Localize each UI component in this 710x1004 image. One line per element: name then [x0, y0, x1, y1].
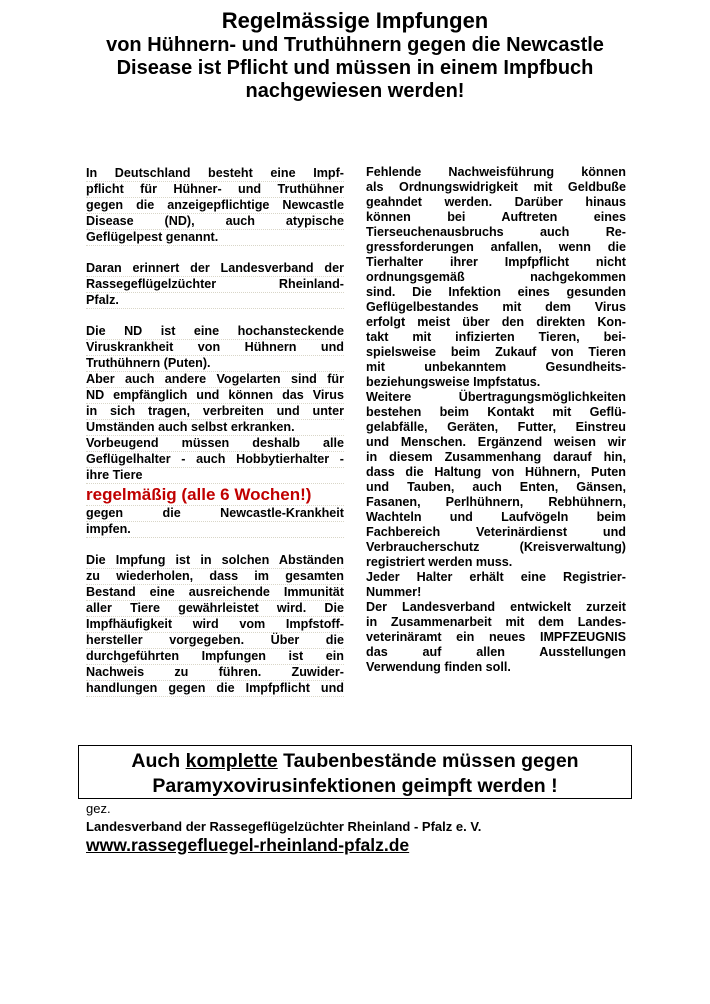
title-line-2: von Hühnern- und Truthühnern gegen die Newcastle: [106, 34, 604, 56]
text-line: zu wiederholen, dass im gesamten: [86, 569, 344, 583]
text-line: Verwendung finden soll.: [366, 660, 511, 674]
text-line: Tierhalter ihrer Impfpflicht nicht: [366, 255, 626, 269]
left-text-column: [86, 166, 344, 697]
website-link[interactable]: www.rassegefluegel-rheinland-pfalz.de: [86, 835, 410, 855]
text-line: Disease (ND), auch atypische: [86, 214, 344, 228]
text-line: Tierseuchenausbruchs auch Re-: [366, 225, 626, 239]
text-line: bestehen beim Kontakt mit Geflü-: [366, 405, 626, 419]
title-line-1: Regelmässige Impfungen: [221, 8, 489, 33]
organization-name: Landesverband der Rassegeflügelzüchter Rheinland - Pfalz e. V.: [86, 819, 482, 834]
text-line: Umständen auch selbst erkranken.: [86, 420, 344, 436]
text-line: als Ordnungswidrigkeit mit Geldbuße: [366, 180, 626, 194]
text-line: beziehungsweise Impfstatus.: [366, 375, 541, 389]
text-line: Fachbereich Veterinärdienst und: [366, 525, 626, 539]
text-line: Wachteln und Laufvögeln beim: [366, 510, 626, 524]
text-line: pflicht für Hühner- und Truthühner: [86, 182, 344, 196]
text-line: dass die Haltung von Hühnern, Puten: [366, 465, 626, 479]
text-line: In Deutschland besteht eine Impf-: [86, 166, 344, 180]
text-line: und Menschen. Ergänzend weisen wir: [366, 435, 626, 449]
text-line: gressforderungen anfallen, wenn die: [366, 240, 626, 254]
title-line-3: Disease ist Pflicht und müssen in einem Impfbuch: [116, 57, 594, 79]
text-line: Truthühnern (Puten).: [86, 356, 344, 372]
text-line: registriert werden muss.: [366, 555, 513, 569]
text-line: in diesem Zusammenhang darauf hin,: [366, 450, 626, 464]
text-line: gelabfälle, Geräten, Futter, Einstreu: [366, 420, 626, 434]
text-line: hersteller vorgegeben. Über die: [86, 633, 344, 647]
text-line: veterinäramt ein neues IMPFZEUGNIS: [366, 630, 626, 644]
notice-line-2: Paramyxovirusinfektionen geimpft werden !: [152, 775, 558, 797]
text-line: erfolgt meist über den direkten Kon-: [366, 315, 626, 329]
text-line: spielsweise beim Zukauf von Tieren: [366, 345, 626, 359]
notice-pre: Auch: [131, 750, 186, 772]
paragraph-gap: [86, 538, 344, 553]
text-line: Weitere Übertragungsmöglichkeiten: [366, 390, 626, 404]
text-line: Geflügelhalter - auch Hobbytierhalter -: [86, 452, 344, 466]
text-line: Die ND ist eine hochansteckende: [86, 324, 344, 338]
text-line: Bestand eine ausreichende Immunität: [86, 585, 344, 599]
text-line: ihre Tiere: [86, 468, 344, 484]
text-line: Daran erinnert der Landesverband der: [86, 261, 344, 275]
text-line: das auf allen Ausstellungen: [366, 645, 626, 659]
text-line: gegen die Newcastle-Krankheit: [86, 506, 344, 520]
text-line: mit unbekanntem Gesundheits-: [366, 360, 626, 374]
notice-line-1: [79, 749, 631, 774]
text-line: und Tauben, auch Enten, Gänsen,: [366, 480, 626, 494]
text-line: impfen.: [86, 522, 344, 538]
text-line: ordnungsgemäß nachgekommen: [366, 270, 626, 284]
text-line: Impfhäufigkeit wird vom Impfstoff-: [86, 617, 344, 631]
text-line: sind. Die Infektion eines gesunden: [366, 285, 626, 299]
text-line: können bei Auftreten eines: [366, 210, 626, 224]
signature-gez: gez.: [86, 801, 111, 816]
text-line: Vorbeugend müssen deshalb alle: [86, 436, 344, 450]
paragraph-gap: [86, 309, 344, 324]
text-line: aller Tiere gewährleistet wird. Die: [86, 601, 344, 615]
text-line: Viruskrankheit von Hühnern und: [86, 340, 344, 354]
text-line: Nummer!: [366, 585, 422, 599]
notice-post: Taubenbestände müssen gegen: [277, 750, 579, 772]
text-line: handlungen gegen die Impfpflicht und: [86, 681, 344, 695]
text-line: takt mit infizierten Tieren, bei-: [366, 330, 626, 344]
right-text-column: [366, 165, 626, 675]
text-line: ND empfänglich und können das Virus: [86, 388, 344, 402]
text-line: Geflügelpest genannt.: [86, 230, 344, 246]
text-line: gegen die anzeigepflichtige Newcastle: [86, 198, 344, 212]
text-line: Rassegeflügelzüchter Rheinland-: [86, 277, 344, 291]
text-line: Nachweis zu führen. Zuwider-: [86, 665, 344, 679]
highlight-vaccination-interval: regelmäßig (alle 6 Wochen!): [86, 484, 344, 506]
text-line: Jeder Halter erhält eine Registrier-: [366, 570, 626, 584]
notice-emphasis: komplette: [185, 750, 278, 772]
text-line: in Zusammenarbeit mit dem Landes-: [366, 615, 626, 629]
text-line: Der Landesverband entwickelt zurzeit: [366, 600, 626, 614]
paragraph-gap: [86, 246, 344, 261]
title-line-4: nachgewiesen werden!: [245, 80, 465, 102]
pigeon-notice-box: [78, 745, 632, 799]
text-line: Fehlende Nachweisführung können: [366, 165, 626, 179]
text-line: Verbraucherschutz (Kreisverwaltung): [366, 540, 626, 554]
text-line: in sich tragen, verbreiten und unter: [86, 404, 344, 418]
text-line: Aber auch andere Vogelarten sind für: [86, 372, 344, 386]
text-line: durchgeführten Impfungen ist ein: [86, 649, 344, 663]
text-line: Geflügelbestandes mit dem Virus: [366, 300, 626, 314]
text-line: geahndet werden. Darüber hinaus: [366, 195, 626, 209]
text-line: Fasanen, Perlhühnern, Rebhühnern,: [366, 495, 626, 509]
document-title: [0, 8, 710, 103]
text-line: Pfalz.: [86, 293, 344, 309]
text-line: Die Impfung ist in solchen Abständen: [86, 553, 344, 567]
